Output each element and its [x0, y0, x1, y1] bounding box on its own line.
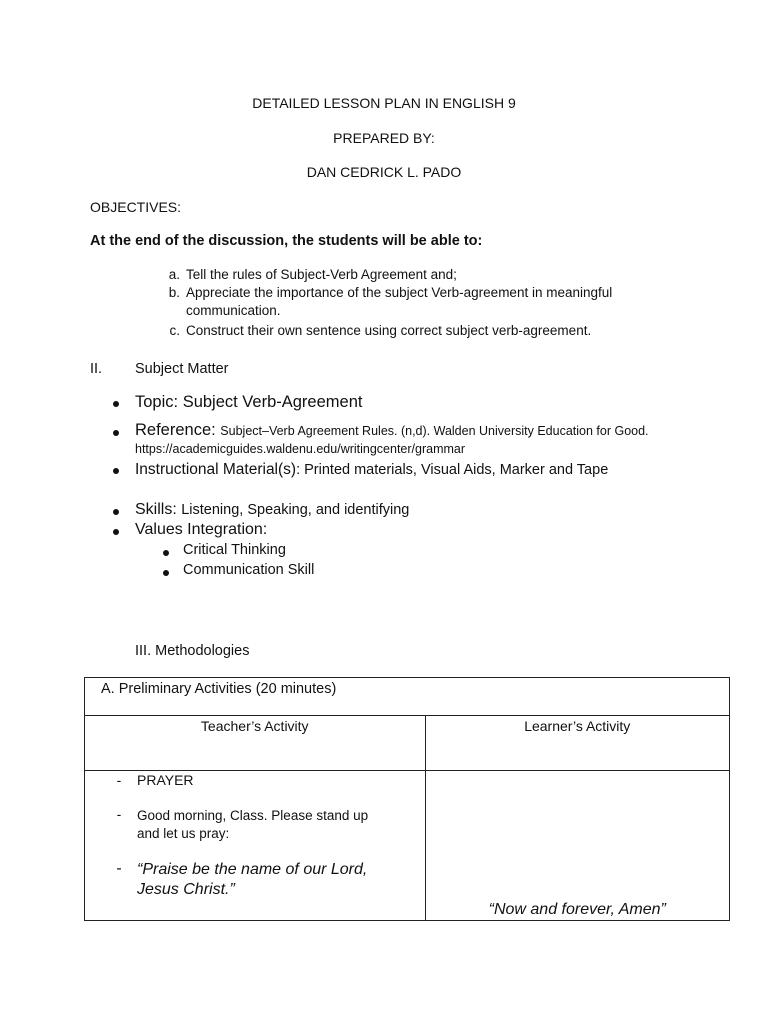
list-marker: c. — [169, 323, 180, 338]
material-value: : Printed materials, Visual Aids, Marker and Tape — [296, 462, 609, 478]
values-label: Values Integration — [135, 521, 263, 538]
table-row — [85, 678, 730, 716]
skills-label: Skills: — [135, 501, 182, 518]
prayer-label: PRAYER — [137, 772, 194, 788]
preliminary-title-cell — [85, 678, 426, 716]
author-name: DAN CEDRICK L. PADO — [306, 164, 462, 180]
values-subitem-text: Critical Thinking — [183, 542, 286, 558]
list-item — [107, 860, 411, 900]
list-item-text: Appreciate the importance of the subject Verb-agreement in meaningful communication. — [186, 285, 613, 318]
dash-marker: - — [116, 807, 122, 822]
values-subitem — [163, 542, 286, 558]
values-subitem — [163, 562, 314, 578]
document-title: DETAILED LESSON PLAN IN ENGLISH 9 — [252, 95, 516, 111]
methodologies-heading: III. Methodologies — [135, 643, 250, 659]
topic-value: Subject Verb-Agreement — [182, 393, 363, 411]
empty-cell — [425, 678, 730, 716]
objectives-heading: OBJECTIVES: — [90, 199, 182, 215]
material-item — [113, 460, 678, 480]
bullet-icon — [113, 430, 119, 436]
table-row — [85, 716, 730, 771]
dash-marker: - — [116, 772, 122, 788]
learner-response: “Now and forever, Amen” — [488, 901, 666, 918]
bullet-icon — [113, 509, 119, 515]
teacher-activity-header: Teacher’s Activity — [200, 718, 309, 734]
prayer-quote: “Praise be the name of our Lord, Jesus Christ.” — [137, 861, 368, 898]
list-item — [107, 772, 411, 788]
values-colon: : — [262, 521, 268, 538]
bullet-icon — [113, 401, 119, 407]
teacher-activity-cell — [85, 771, 426, 921]
bullet-icon — [163, 570, 169, 576]
objectives-intro: At the end of the discussion, the students will be able to: — [90, 233, 483, 249]
greeting-text: Good morning, Class. Please stand up and let us pray: — [137, 808, 369, 841]
reference-value: Subject–Verb Agreement Rules. (n,d). Walden University Education for Good. https://academicguides.waldenu.edu/writingcenter/grammar — [135, 424, 649, 456]
material-label: Instructional Material(s) — [135, 461, 297, 478]
bullet-icon — [163, 550, 169, 556]
skills-item — [113, 501, 409, 519]
list-item — [158, 266, 666, 284]
reference-label: Reference: — [135, 421, 221, 439]
values-subitem-text: Communication Skill — [183, 562, 315, 578]
list-item — [158, 284, 666, 320]
bullet-icon — [113, 529, 119, 535]
list-marker: b. — [168, 285, 180, 300]
section-numeral-ii: II. — [90, 361, 103, 377]
table-row — [85, 771, 730, 921]
objectives-list — [158, 266, 666, 340]
bullet-icon — [113, 468, 119, 474]
skills-value: Listening, Speaking, and identifying — [181, 502, 410, 518]
subject-matter-heading: Subject Matter — [135, 361, 229, 377]
list-item-text: Tell the rules of Subject-Verb Agreement and; — [186, 267, 457, 282]
topic-label: Topic: — [135, 393, 183, 411]
prepared-by-label: PREPARED BY: — [333, 130, 435, 146]
learner-activity-header: Learner’s Activity — [524, 718, 631, 734]
preliminary-title: A. Preliminary Activities (20 minutes) — [101, 681, 337, 697]
reference-item — [113, 422, 665, 458]
dash-marker: - — [116, 860, 122, 877]
list-item — [107, 807, 411, 843]
topic-item — [113, 393, 362, 412]
list-item — [158, 322, 666, 340]
list-marker: a. — [168, 267, 180, 282]
list-item-text: Construct their own sentence using correct subject verb-agreement. — [186, 323, 592, 338]
activities-table — [84, 677, 730, 921]
learner-header-cell — [425, 716, 730, 771]
values-item — [113, 521, 267, 539]
teacher-header-cell — [85, 716, 426, 771]
learner-activity-cell — [425, 771, 730, 921]
